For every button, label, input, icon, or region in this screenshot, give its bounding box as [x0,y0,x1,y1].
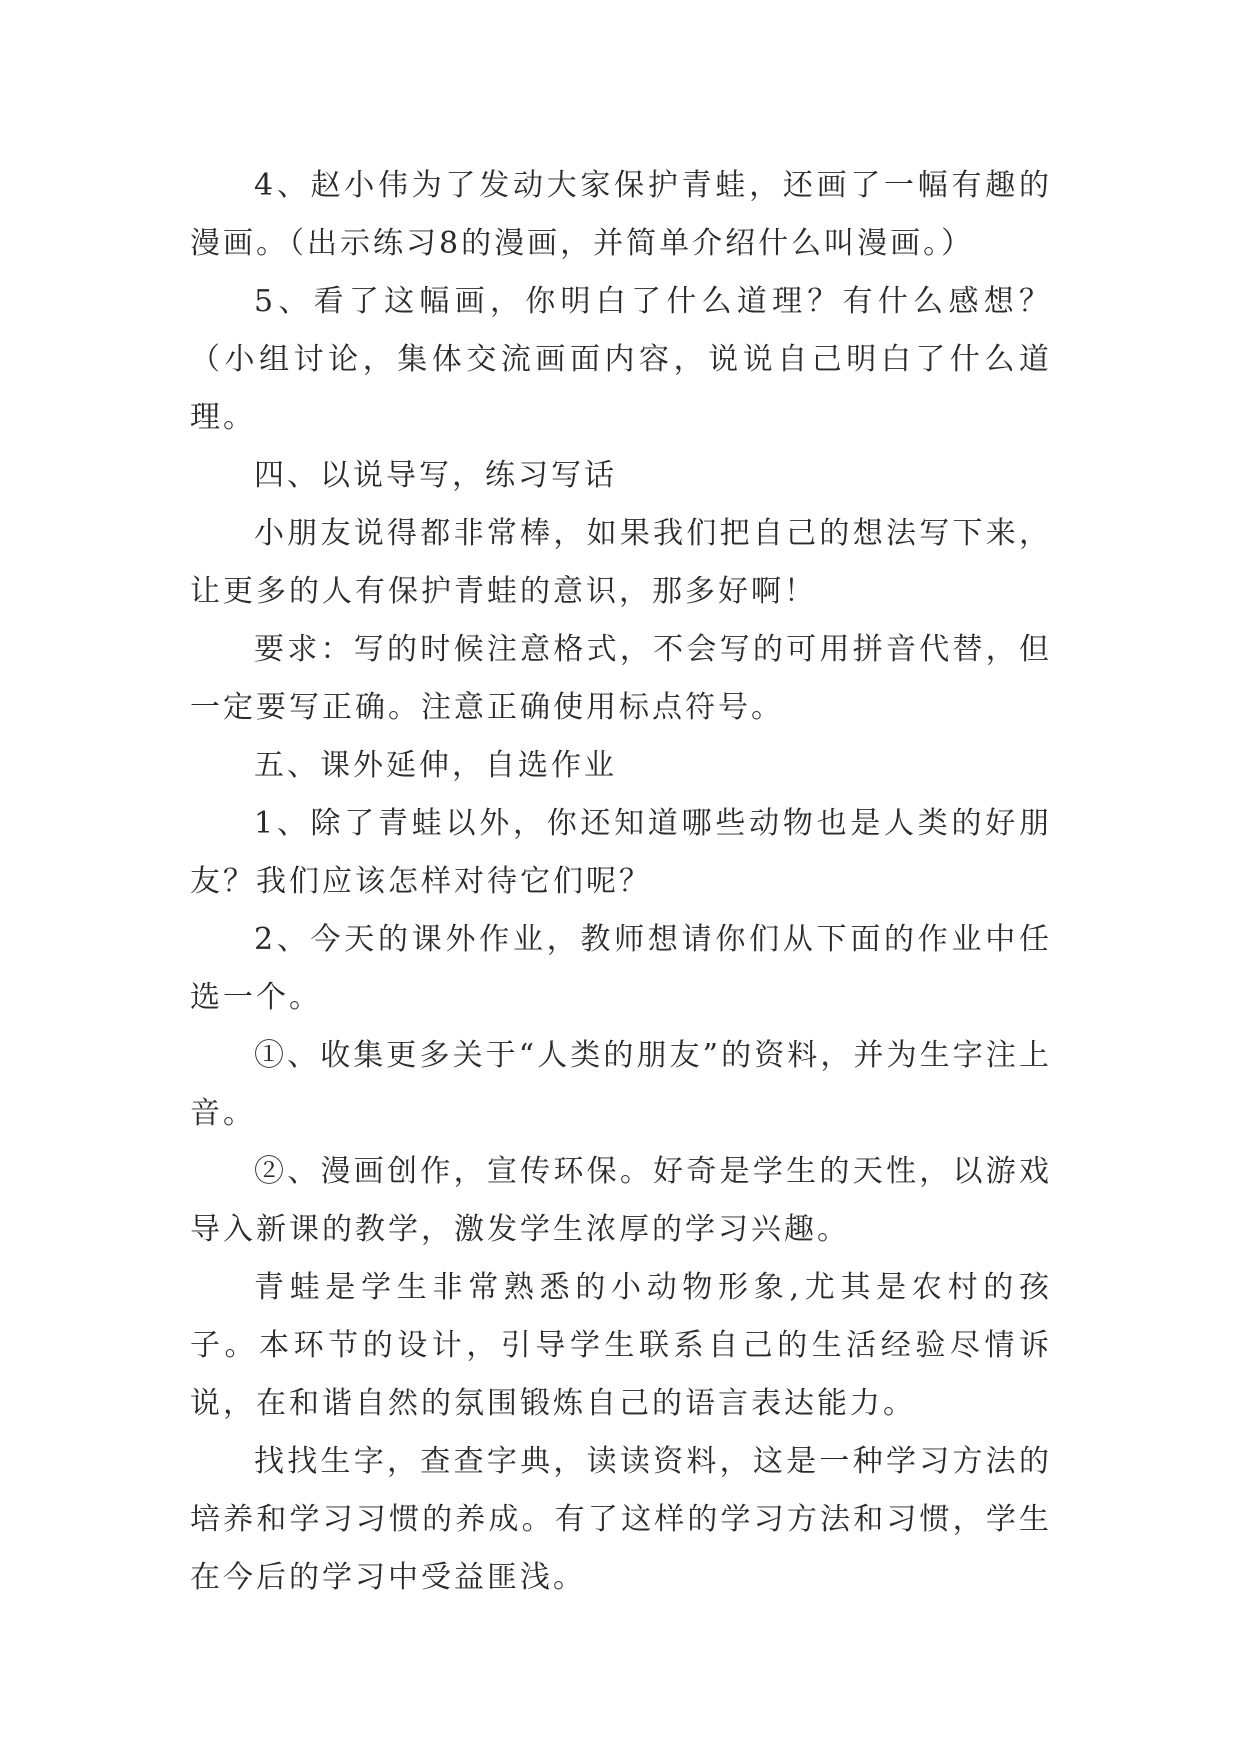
paragraph-option-2: ②、漫画创作，宣传环保。好奇是学生的天性，以游戏导入新课的教学，激发学生浓厚的学习兴趣。 [190,1154,1052,1247]
section-heading-writing: 四、以说导写，练习写话 [254,458,617,493]
document-page [190,157,1052,1607]
paragraph-homework-1: 1、除了青蛙以外，你还知道哪些动物也是人类的好朋友？我们应该怎样对待它们呢？ [190,806,1052,899]
paragraph-requirements: 要求：写的时候注意格式，不会写的可用拼音代替，但一定要写正确。注意正确使用标点符号。 [190,632,1052,725]
paragraph-item-5-discussion: 5、看了这幅画，你明白了什么道理？有什么感想？（小组讨论，集体交流画面内容，说说自己明白了什么道理。 [190,284,1052,435]
section-heading-homework: 五、课外延伸，自选作业 [254,748,617,783]
paragraph-homework-2: 2、今天的课外作业，教师想请你们从下面的作业中任选一个。 [190,922,1052,1015]
paragraph-reflection-method: 找找生字，查查字典，读读资料，这是一种学习方法的培养和学习习惯的养成。有了这样的学习方法和习惯，学生在今后的学习中受益匪浅。 [190,1444,1052,1595]
paragraph-item-4-cartoon: 4、赵小伟为了发动大家保护青蛙，还画了一幅有趣的漫画。（出示练习8的漫画，并简单介绍什么叫漫画。） [190,168,1052,261]
paragraph-reflection-frog: 青蛙是学生非常熟悉的小动物形象,尤其是农村的孩子。本环节的设计，引导学生联系自己的生活经验尽情诉说，在和谐自然的氛围锻炼自己的语言表达能力。 [190,1270,1052,1421]
paragraph-option-1: ①、收集更多关于“人类的朋友”的资料，并为生字注上音。 [190,1038,1052,1131]
paragraph-writing-intro: 小朋友说得都非常棒，如果我们把自己的想法写下来，让更多的人有保护青蛙的意识，那多好啊！ [190,516,1052,609]
